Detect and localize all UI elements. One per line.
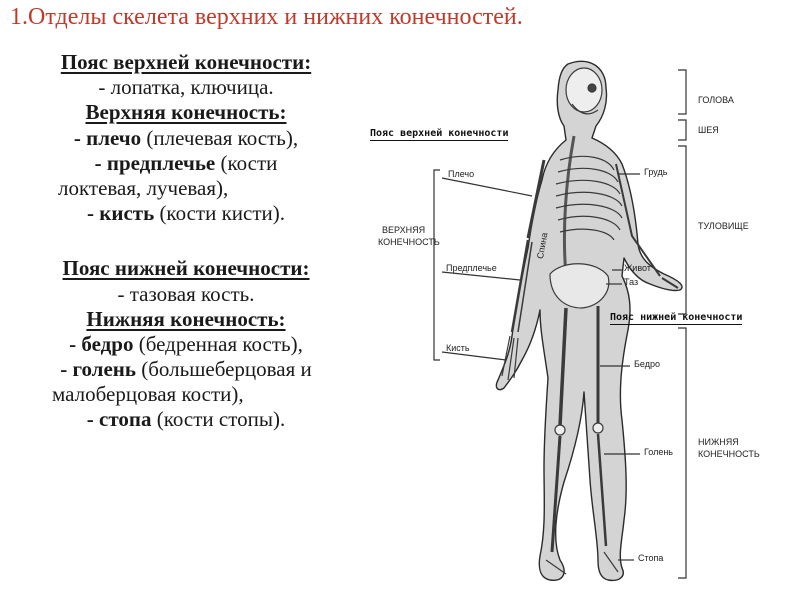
lower-limb-heading: Нижняя конечность: <box>86 306 286 331</box>
bracket-neck <box>678 120 686 140</box>
forearm-line <box>0 151 372 176</box>
knee <box>555 425 565 435</box>
shoulder-line <box>0 126 372 151</box>
upper-belt-bones: - лопатка, ключица. <box>98 75 274 100</box>
foot-desc: (кости стопы). <box>151 407 286 432</box>
lower-belt-heading: Пояс нижней конечности: <box>62 256 310 281</box>
label-foot: Стопа <box>638 553 664 563</box>
label-shoulder: Плечо <box>448 169 475 179</box>
hand-desc: (кости кисти). <box>154 201 285 226</box>
thigh-desc: (бедренная кость), <box>133 331 303 356</box>
shoulder-term: - плечо <box>73 125 142 150</box>
hand-line <box>0 201 372 226</box>
lower-belt-bones: - тазовая кость. <box>117 281 255 306</box>
upper-belt-heading: Пояс верхней конечности: <box>60 50 312 74</box>
label-forearm: Предплечье <box>446 263 497 273</box>
bracket-upper-limb <box>434 170 440 360</box>
eye-socket <box>588 84 596 92</box>
callout-upper-belt <box>370 128 508 141</box>
upper-limb-heading: Верхняя конечность: <box>85 100 287 125</box>
hand-term: - кисть <box>87 201 155 226</box>
label-lower-limb-1: НИЖНЯЯ <box>698 437 739 447</box>
label-thigh: Бедро <box>634 359 660 369</box>
foot-term: - стопа <box>86 407 152 432</box>
text-column <box>0 50 372 433</box>
forearm-desc-2: локтевая, лучевая), <box>58 175 229 200</box>
forearm-term: - предплечье <box>94 150 216 175</box>
thigh-line <box>0 332 372 357</box>
label-hand: Кисть <box>446 343 470 353</box>
callout-lower-belt <box>610 312 742 325</box>
skull <box>566 68 602 112</box>
pointer-shoulder <box>442 178 532 196</box>
bracket-head <box>678 70 686 114</box>
knee <box>593 423 603 433</box>
label-trunk: ТУЛОВИЩЕ <box>698 221 749 231</box>
label-lower-limb-2: КОНЕЧНОСТЬ <box>698 449 760 459</box>
thigh-term: - бедро <box>69 331 134 356</box>
skeleton-figure <box>360 40 800 600</box>
label-spine: Спина <box>535 231 550 260</box>
callout-lower-belt-text: Пояс нижней конечности <box>610 312 743 323</box>
shoulder-desc: (плечевая кость), <box>141 125 299 150</box>
label-upper-limb-1: ВЕРХНЯЯ <box>382 225 426 235</box>
page-title: 1.Отделы скелета верхних и нижних конечностей. <box>10 4 523 30</box>
forearm-desc-1: (кости <box>215 150 278 175</box>
label-abdomen: Живот <box>624 263 651 273</box>
label-pelvis: Таз <box>624 277 639 287</box>
label-shin: Голень <box>644 447 673 457</box>
label-chest: Грудь <box>644 167 668 177</box>
shin-term: - голень <box>60 357 136 382</box>
shin-desc-2: малоберцовая кости), <box>52 382 244 407</box>
bracket-lower-limb <box>678 328 686 578</box>
label-head: ГОЛОВА <box>698 95 734 105</box>
shin-line <box>0 357 372 382</box>
shin-desc-1: (большеберцовая и <box>136 357 312 382</box>
label-upper-limb-2: КОНЕЧНОСТЬ <box>378 237 440 247</box>
label-neck: ШЕЯ <box>698 125 719 135</box>
callout-upper-belt-text: Пояс верхней конечности <box>370 128 509 139</box>
foot-line <box>0 407 372 432</box>
